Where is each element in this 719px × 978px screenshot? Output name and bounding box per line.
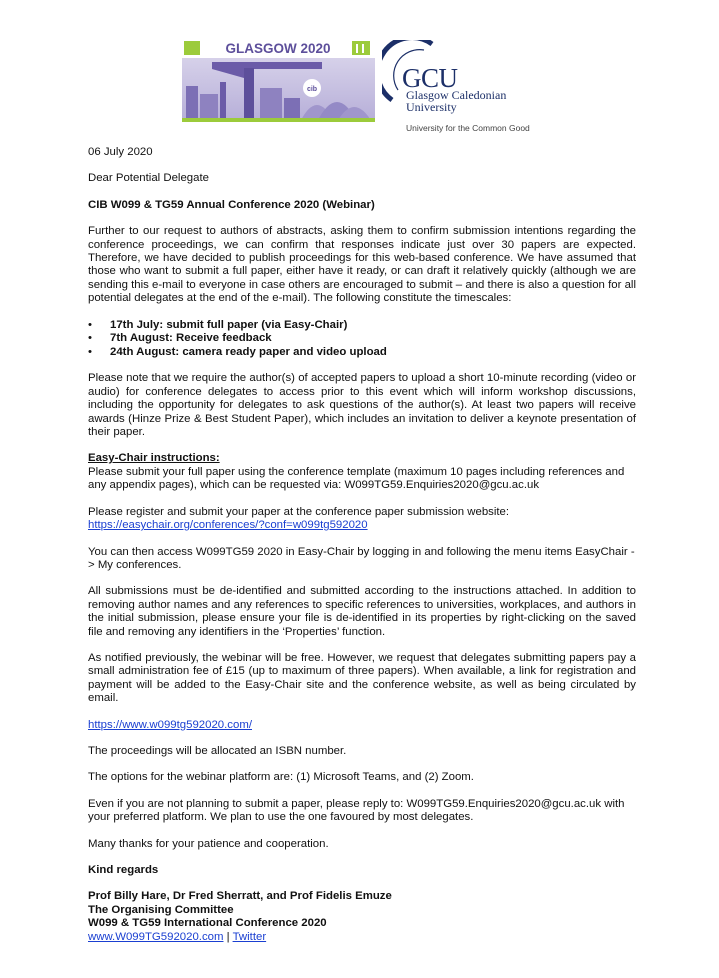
glasgow-2020-logo	[182, 38, 375, 122]
gcu-tagline: University for the Common Good	[406, 123, 530, 133]
list-item: • 17th July: submit full paper (via Easy-Chair)	[88, 319, 636, 333]
recording-paragraph: Please note that we require the author(s) of accepted papers to upload a short 10-minute recording (video or audio) for conference delegates to access prior to this event which will inform workshop discussions, including the opportunity for delegates to ask questions of the author(s). At least two papers will receive awards (Hinze Prize & Best Student Paper), which includes an invitation to deliver a keynote presentation of their paper.	[88, 372, 636, 439]
footer-links	[88, 931, 636, 944]
glasgow-skyline-icon	[182, 38, 375, 122]
timescales-list	[88, 319, 636, 360]
twitter-link[interactable]: Twitter	[232, 930, 267, 943]
register-paragraph: Please register and submit your paper at the conference paper submission website:	[88, 505, 510, 518]
letter-date: 06 July 2020	[88, 146, 153, 158]
conference-name: W099 & TG59 International Conference 2020	[88, 917, 327, 930]
access-paragraph: You can then access W099TG59 2020 in Easy-Chair by logging in and following the menu items EasyChair -> My conferences.	[88, 545, 635, 571]
gcu-name-line2: University	[406, 100, 457, 114]
list-item: • 24th August: camera ready paper and video upload	[88, 346, 636, 360]
gcu-logo	[382, 40, 552, 136]
isbn-paragraph: The proceedings will be allocated an ISBN number.	[88, 744, 347, 757]
letter-subject: CIB W099 & TG59 Annual Conference 2020 (Webinar)	[88, 198, 375, 211]
reply-paragraph: Even if you are not planning to submit a paper, please reply to: W099TG59.Enquiries2020@gcu.ac.uk with your preferred platform. We plan to use the one favoured by most delegates.	[88, 797, 625, 824]
website-link[interactable]: https://www.w099tg592020.com/	[88, 718, 252, 731]
list-item: • 7th August: Receive feedback	[88, 332, 636, 346]
gcu-name-line1: Glasgow Caledonian	[406, 88, 507, 102]
easychair-link[interactable]: https://easychair.org/conferences/?conf=w099tg592020	[88, 519, 368, 532]
gcu-logo-mark: GCU	[402, 63, 458, 93]
fee-paragraph: As notified previously, the webinar will be free. However, we request that delegates submitting papers pay a small administration fee of £15 (up to maximum of three papers). When available, a link for registration and payment will be added to the Easy-Chair site and the conference website, as well as being circulated by email.	[88, 651, 636, 705]
thanks-paragraph: Many thanks for your patience and cooperation.	[88, 837, 329, 850]
letter-body	[88, 146, 636, 944]
committee-name: The Organising Committee	[88, 903, 234, 916]
easychair-heading: Easy-Chair instructions:	[88, 452, 220, 465]
signatories: Prof Billy Hare, Dr Fred Sherratt, and Prof Fidelis Emuze	[88, 890, 392, 903]
platform-paragraph: The options for the webinar platform are: (1) Microsoft Teams, and (2) Zoom.	[88, 771, 474, 784]
intro-paragraph: Further to our request to authors of abstracts, asking them to confirm submission intentions regarding the conference proceedings, we can confirm that responses indicate just over 30 papers are expected. Therefore, we have decided to publish proceedings for this web-based conference. We have assumed that those who want to submit a full paper, either have it ready, or can draft it relatively quickly (although we are sending this e-mail to everyone in case others are encouraged to submit – and there is also a question for all potential delegates at the end of the e-mail). The following constitute the timescales:	[88, 225, 636, 305]
deidentify-paragraph: All submissions must be de-identified and submitted according to the instructions attached. In addition to removing author names and any references to specific references to universities, workplaces, and authors in the initial submission, please ensure your file is de-identified in its properties by right-clicking on the saved file and removing any identifiers in the ‘Properties’ function.	[88, 585, 636, 638]
cib-badge-text: cib	[306, 86, 318, 93]
gcu-name	[406, 89, 506, 113]
salutation: Dear Potential Delegate	[88, 172, 209, 185]
closing: Kind regards	[88, 864, 159, 876]
conference-website-link[interactable]: www.W099TG592020.com	[88, 930, 224, 943]
footer-separator: |	[223, 930, 233, 943]
glasgow-logo-text: GLASGOW 2020	[225, 41, 331, 56]
easychair-paragraph: Please submit your full paper using the conference template (maximum 10 pages including references and any appendix pages), which can be requested via: W099TG59.Enquiries2020@gcu.ac.uk	[88, 465, 625, 492]
